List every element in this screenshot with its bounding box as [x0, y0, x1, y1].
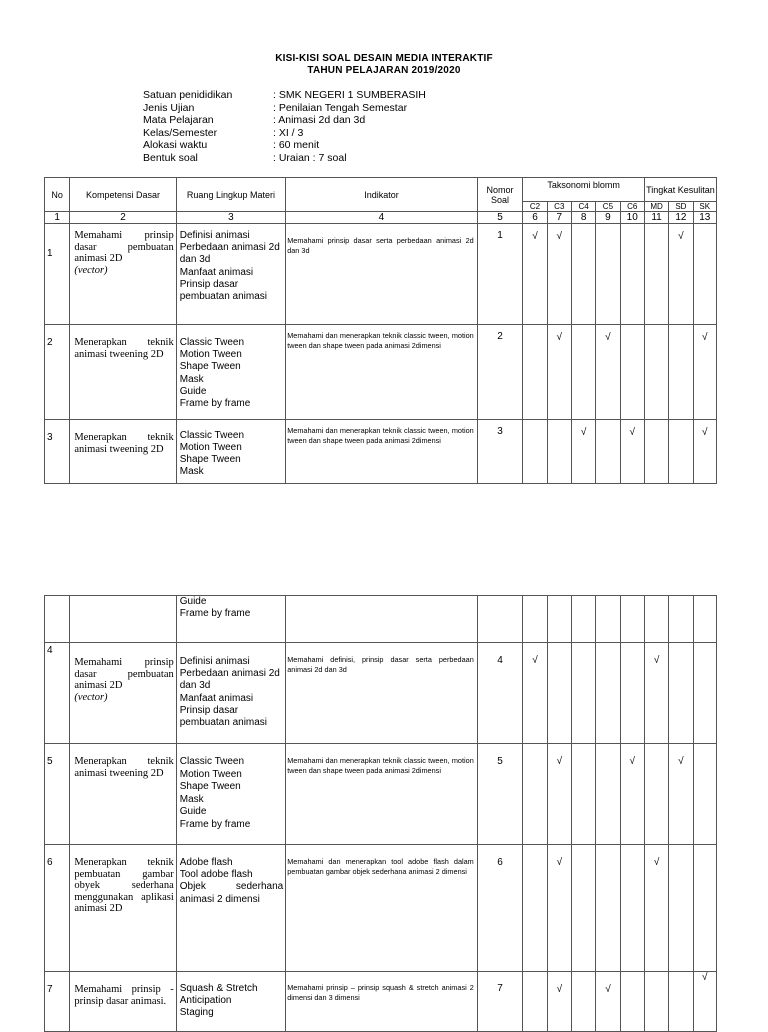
kompetensi-cell: Memahami prinsip - prinsip dasar animasi. — [70, 972, 176, 1032]
nomor-soal-cell: 3 — [477, 420, 523, 484]
col-number: 12 — [669, 212, 693, 224]
ruang-lingkup-cell: Definisi animasi Perbedaan animasi 2d dan 3d Manfaat animasi Prinsip dasar pembuatan animasi — [176, 224, 285, 325]
sub-md: MD — [644, 202, 668, 212]
indikator-cell: Memahami dan menerapkan tool adobe flash dalam pembuatan gambar objek sederhana animasi 2 dimensi — [286, 845, 478, 972]
grid-table-top — [44, 177, 717, 484]
row-no: 7 — [45, 972, 70, 1032]
identity-block — [143, 89, 426, 165]
grid-table-bottom — [44, 595, 717, 1032]
table-row — [45, 972, 717, 1032]
header-tingkat: Tingkat Kesulitan — [644, 178, 716, 202]
kompetensi-cell: Menerapkan teknik animasi tweening 2D — [70, 420, 176, 484]
check-mark: √ — [693, 420, 716, 484]
check-mark: √ — [547, 325, 571, 420]
indikator-cell: Memahami prinsip dasar serta perbedaan animasi 2d dan 3d — [286, 224, 478, 325]
document-title: KISI-KISI SOAL DESAIN MEDIA INTERAKTIF — [275, 53, 493, 64]
col-number: 4 — [286, 212, 478, 224]
check-mark: √ — [669, 224, 693, 325]
row-no: 4 — [45, 643, 70, 744]
check-mark: √ — [547, 744, 571, 845]
check-mark: √ — [693, 325, 716, 420]
table-row — [45, 845, 717, 972]
check-mark: √ — [547, 972, 571, 1032]
table-row — [45, 224, 717, 325]
row-no: 1 — [45, 224, 70, 325]
nomor-soal-cell: 6 — [477, 845, 523, 972]
check-mark: √ — [547, 845, 571, 972]
check-mark: √ — [596, 972, 620, 1032]
sub-sk: SK — [693, 202, 716, 212]
nomor-soal-cell: 4 — [477, 643, 523, 744]
ruang-lingkup-cell: Guide Frame by frame — [176, 596, 285, 643]
row-no: 5 — [45, 744, 70, 845]
meta-row: Jenis Ujian : Penilaian Tengah Semestar — [143, 101, 408, 114]
col-number: 6 — [523, 212, 547, 224]
header-ruang-lingkup: Ruang Lingkup Materi — [176, 178, 285, 212]
check-mark: √ — [669, 744, 693, 845]
meta-row: Satuan penididikan : SMK NEGERI 1 SUMBERASIH — [143, 89, 426, 101]
sub-c6: C6 — [620, 202, 644, 212]
row-no: 3 — [45, 420, 70, 484]
meta-row: Kelas/Semester : XI / 3 — [143, 126, 304, 139]
col-number: 10 — [620, 212, 644, 224]
kompetensi-cell: Memahami prinsip dasar pembuatan animasi 2D (vector) — [70, 224, 176, 325]
indikator-cell: Memahami dan menerapkan teknik classic tween, motion tween dan shape tween pada animasi 2dimensi — [286, 744, 478, 845]
sub-c4: C4 — [571, 202, 595, 212]
row-no: 2 — [45, 325, 70, 420]
ruang-lingkup-cell: Squash & Stretch Anticipation Staging — [176, 972, 285, 1032]
kompetensi-cell: Memahami prinsip dasar pembuatan animasi 2D (vector) — [70, 643, 176, 744]
check-mark: √ — [523, 224, 547, 325]
ruang-lingkup-cell: Definisi animasi Perbedaan animasi 2d dan 3d Manfaat animasi Prinsip dasar pembuatan animasi — [176, 643, 285, 744]
check-mark: √ — [644, 845, 668, 972]
sub-c2: C2 — [523, 202, 547, 212]
col-number: 1 — [45, 212, 70, 224]
header-no: No — [45, 178, 70, 212]
indikator-cell: Memahami prinsip – prinsip squash & stretch animasi 2 dimensi dan 3 dimensi — [286, 972, 478, 1032]
kompetensi-cell: Menerapkan teknik animasi tweening 2D — [70, 325, 176, 420]
col-number: 9 — [596, 212, 620, 224]
indikator-cell: Memahami dan menerapkan teknik classic tween, motion tween dan shape tween pada animasi 2dimensi — [286, 420, 478, 484]
col-number: 7 — [547, 212, 571, 224]
sub-c3: C3 — [547, 202, 571, 212]
table-row — [45, 744, 717, 845]
sub-sd: SD — [669, 202, 693, 212]
col-number: 11 — [644, 212, 668, 224]
kompetensi-cell: Menerapkan teknik pembuatan gambar obyek sederhana menggunakan aplikasi animasi 2D — [70, 845, 176, 972]
ruang-lingkup-cell: Classic Tween Motion Tween Shape Tween Mask — [176, 420, 285, 484]
nomor-soal-cell: 5 — [477, 744, 523, 845]
nomor-soal-cell: 2 — [477, 325, 523, 420]
row-no: 6 — [45, 845, 70, 972]
header-kompetensi: Kompetensi Dasar — [70, 178, 176, 212]
check-mark: √ — [644, 643, 668, 744]
meta-row: Mata Pelajaran : Animasi 2d dan 3d — [143, 114, 366, 127]
col-number: 3 — [176, 212, 285, 224]
col-number: 2 — [70, 212, 176, 224]
ruang-lingkup-cell: Classic Tween Motion Tween Shape Tween Mask Guide Frame by frame — [176, 744, 285, 845]
check-mark: √ — [620, 744, 644, 845]
ruang-lingkup-cell: Classic Tween Motion Tween Shape Tween Mask Guide Frame by frame — [176, 325, 285, 420]
nomor-soal-cell: 1 — [477, 224, 523, 325]
col-number: 8 — [571, 212, 595, 224]
sub-c5: C5 — [596, 202, 620, 212]
table-row — [45, 420, 717, 484]
header-indikator: Indikator — [286, 178, 478, 212]
check-mark: √ — [596, 325, 620, 420]
table-row — [45, 643, 717, 744]
header-taksonomi: Taksonomi blomm — [523, 178, 645, 202]
table-row — [45, 325, 717, 420]
check-mark: √ — [693, 972, 716, 1032]
meta-row: Bentuk soal : Uraian : 7 soal — [143, 151, 347, 164]
check-mark: √ — [547, 224, 571, 325]
kompetensi-cell: Menerapkan teknik animasi tweening 2D — [70, 744, 176, 845]
col-number: 5 — [477, 212, 523, 224]
indikator-cell: Memahami dan menerapkan teknik classic tween, motion tween dan shape tween pada animasi 2dimensi — [286, 325, 478, 420]
nomor-soal-cell: 7 — [477, 972, 523, 1032]
col-number: 13 — [693, 212, 716, 224]
table-row — [45, 596, 717, 643]
check-mark: √ — [620, 420, 644, 484]
ruang-lingkup-cell: Adobe flash Tool adobe flash Objek sederhana animasi 2 dimensi — [176, 845, 285, 972]
header-nomor-soal: Nomor Soal — [477, 178, 523, 212]
check-mark: √ — [523, 643, 547, 744]
document-subtitle: TAHUN PELAJARAN 2019/2020 — [307, 65, 461, 76]
indikator-cell: Memahami definisi, prinsip dasar serta perbedaan animasi 2d dan 3d — [286, 643, 478, 744]
meta-row: Alokasi waktu : 60 menit — [143, 139, 320, 152]
check-mark: √ — [571, 420, 595, 484]
